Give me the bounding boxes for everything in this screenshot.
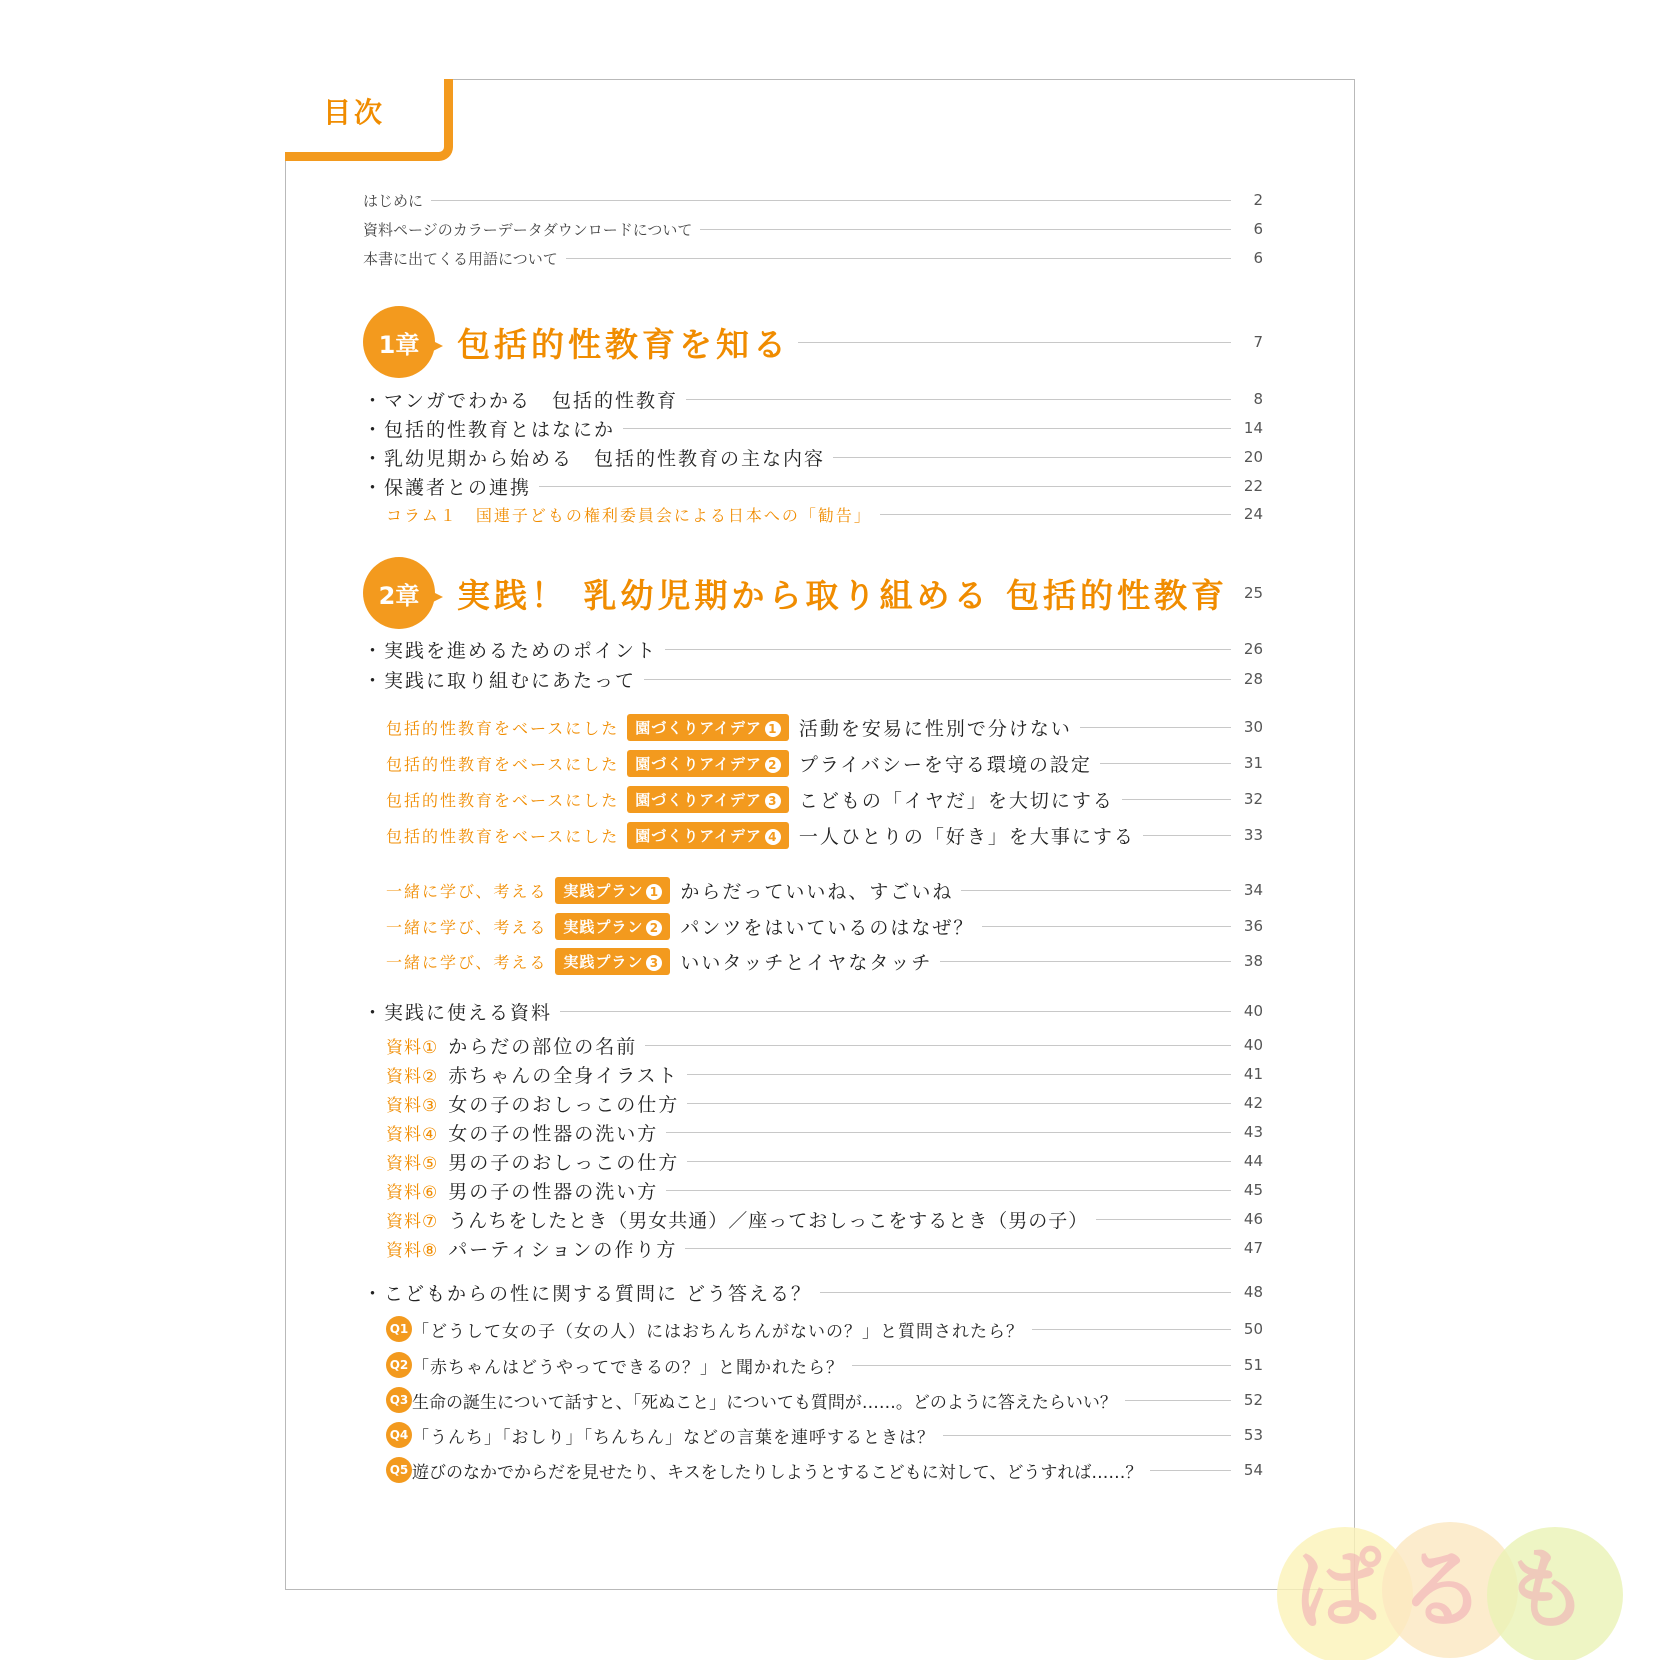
page-number: 33	[1243, 826, 1263, 844]
plan-badge-label: 実践プラン	[563, 881, 644, 900]
leader-line	[1143, 835, 1231, 836]
leader-line	[833, 457, 1231, 458]
plan-prefix: 一緒に学び、考える	[386, 881, 548, 901]
material-tag: 資料④	[386, 1124, 439, 1145]
page-number: 45	[1243, 1181, 1263, 1199]
leader-line	[644, 679, 1231, 680]
idea-number: 1	[765, 721, 781, 737]
page-number: 52	[1243, 1391, 1263, 1409]
page-number: 28	[1243, 670, 1263, 688]
toc-row-material[interactable]	[386, 1090, 1263, 1116]
page-number: 31	[1243, 754, 1263, 772]
toc-row-material[interactable]	[386, 1032, 1263, 1058]
idea-badge	[627, 822, 789, 849]
material-tag: 資料②	[386, 1066, 439, 1087]
chapter2-title: 実践！ 乳幼児期から取り組める 包括的性教育	[457, 575, 1228, 615]
toc-row-material[interactable]	[386, 1177, 1263, 1203]
watermark-logo	[1270, 1510, 1630, 1660]
toc-page	[285, 79, 1355, 1590]
leader-line	[1096, 1219, 1231, 1220]
toc-label: ・マンガでわかる 包括的性教育	[363, 389, 679, 412]
idea-prefix: 包括的性教育をベースにした	[386, 754, 620, 774]
toc-label: からだっていいね、すごいね	[680, 880, 954, 903]
toc-row-materials[interactable]	[363, 998, 1263, 1024]
question-badge: Q4	[386, 1422, 412, 1448]
leader-line	[665, 649, 1231, 650]
leader-line	[645, 1045, 1231, 1046]
leader-line	[686, 399, 1231, 400]
page-number: 7	[1253, 333, 1263, 351]
toc-label: 女の子のおしっこの仕方	[448, 1093, 680, 1116]
toc-title-tab	[285, 79, 453, 161]
toc-row-question[interactable]	[386, 1385, 1263, 1415]
toc-row-idea[interactable]	[386, 784, 1263, 814]
page-number: 47	[1243, 1239, 1263, 1257]
leader-line	[1080, 727, 1231, 728]
toc-row[interactable]	[363, 636, 1263, 662]
toc-label: ・実践を進めるためのポイント	[363, 639, 658, 662]
idea-prefix: 包括的性教育をベースにした	[386, 790, 620, 810]
leader-line	[666, 1132, 1231, 1133]
plan-number: 2	[646, 920, 662, 936]
toc-row-terms[interactable]	[363, 247, 1263, 269]
page-number: 38	[1243, 952, 1263, 970]
page-number: 2	[1253, 191, 1263, 209]
question-badge: Q5	[386, 1457, 412, 1483]
toc-label: ・実践に使える資料	[363, 1001, 553, 1024]
page-number: 50	[1243, 1320, 1263, 1338]
toc-row[interactable]	[363, 473, 1263, 499]
toc-row-idea[interactable]	[386, 712, 1263, 742]
leader-line	[539, 486, 1231, 487]
toc-title: 目次	[323, 96, 386, 129]
toc-label: 本書に出てくる用語について	[363, 249, 558, 268]
chapter1-heading[interactable]	[363, 305, 1263, 379]
leader-line	[687, 1161, 1231, 1162]
page-number: 43	[1243, 1123, 1263, 1141]
material-tag: 資料⑦	[386, 1211, 439, 1232]
page-number: 6	[1253, 220, 1263, 238]
page-number: 8	[1253, 390, 1263, 408]
toc-label: 活動を安易に性別で分けない	[798, 717, 1072, 740]
idea-badge-label: 園づくりアイデア	[635, 826, 762, 845]
leader-line	[666, 1190, 1231, 1191]
leader-line	[961, 890, 1231, 891]
plan-badge-label: 実践プラン	[563, 917, 644, 936]
toc-row-idea[interactable]	[386, 820, 1263, 850]
toc-row-download[interactable]	[363, 218, 1263, 240]
leader-line	[700, 229, 1231, 230]
page-number: 24	[1243, 505, 1263, 523]
toc-row-material[interactable]	[386, 1235, 1263, 1261]
toc-label: 女の子の性器の洗い方	[448, 1122, 659, 1145]
page-number: 20	[1243, 448, 1263, 466]
plan-number: 3	[646, 955, 662, 971]
toc-label: ・こどもからの性に関する質問に どう答える？	[363, 1282, 813, 1305]
toc-row[interactable]	[363, 386, 1263, 412]
toc-label: うんちをしたとき（男女共通）／座っておしっこをするとき（男の子）	[448, 1209, 1089, 1232]
idea-number: 3	[765, 793, 781, 809]
chapter2-badge: 2章	[363, 557, 435, 629]
idea-badge-label: 園づくりアイデア	[635, 718, 762, 737]
page-number: 32	[1243, 790, 1263, 808]
page-number: 34	[1243, 881, 1263, 899]
toc-label: 資料ページのカラーデータダウンロードについて	[363, 220, 693, 239]
page-number: 25	[1243, 584, 1264, 602]
plan-badge	[555, 948, 670, 975]
toc-label: はじめに	[363, 191, 424, 210]
idea-badge	[627, 714, 789, 741]
leader-line	[623, 428, 1231, 429]
toc-label: 男の子の性器の洗い方	[448, 1180, 659, 1203]
material-tag: 資料③	[386, 1095, 439, 1116]
idea-prefix: 包括的性教育をベースにした	[386, 826, 620, 846]
page-number: 40	[1243, 1002, 1263, 1020]
chapter1-badge: 1章	[363, 306, 435, 378]
leader-line	[1150, 1470, 1231, 1471]
toc-label: ・実践に取り組むにあたって	[363, 669, 637, 692]
toc-label: パンツをはいているのはなぜ？	[680, 916, 975, 939]
page-number: 14	[1243, 419, 1263, 437]
toc-label: 「赤ちゃんはどうやってできるの？」と聞かれたら？	[412, 1357, 844, 1378]
page-number: 30	[1243, 718, 1263, 736]
material-tag: 資料⑧	[386, 1240, 439, 1261]
toc-label: 生命の誕生について話すと、「死ぬこと」についても質問が……。どのように答えたらいい？	[412, 1392, 1117, 1413]
toc-row-material[interactable]	[386, 1148, 1263, 1174]
leader-line	[687, 1103, 1231, 1104]
plan-badge-label: 実践プラン	[563, 952, 644, 971]
leader-line	[1122, 799, 1231, 800]
material-tag: 資料⑤	[386, 1153, 439, 1174]
chapter1-title: 包括的性教育を知る	[457, 324, 790, 364]
toc-row-idea[interactable]	[386, 748, 1263, 778]
idea-badge-label: 園づくりアイデア	[635, 754, 762, 773]
watermark-text: ぱるも	[1293, 1538, 1607, 1641]
toc-label: 遊びのなかでからだを見せたり、キスをしたりしようとするこどもに対して、どうすれば……？	[412, 1462, 1143, 1483]
toc-label: 男の子のおしっこの仕方	[448, 1151, 680, 1174]
page-number: 36	[1243, 917, 1263, 935]
question-badge: Q2	[386, 1352, 412, 1378]
toc-row-material[interactable]	[386, 1061, 1263, 1087]
page-number: 53	[1243, 1426, 1263, 1444]
toc-label: ・保護者との連携	[363, 476, 532, 499]
idea-number: 4	[765, 829, 781, 845]
toc-row[interactable]	[363, 666, 1263, 692]
leader-line	[685, 1248, 1231, 1249]
page-number: 44	[1243, 1152, 1263, 1170]
idea-number: 2	[765, 757, 781, 773]
page-number: 22	[1243, 477, 1263, 495]
leader-line	[431, 200, 1231, 201]
page-number: 40	[1243, 1036, 1263, 1054]
question-badge: Q1	[386, 1316, 412, 1342]
toc-label: こどもの「イヤだ」を大切にする	[798, 789, 1114, 812]
toc-label: いいタッチとイヤなタッチ	[680, 951, 933, 974]
chapter2-heading[interactable]	[363, 556, 1263, 630]
toc-row[interactable]	[363, 415, 1263, 441]
toc-row-plan[interactable]	[386, 875, 1263, 905]
plan-badge	[555, 913, 670, 940]
leader-line	[560, 1011, 1231, 1012]
toc-label: からだの部位の名前	[448, 1035, 638, 1058]
toc-label: 「どうして女の子（女の人）にはおちんちんがないの？」と質問されたら？	[412, 1321, 1024, 1342]
leader-line	[820, 1292, 1231, 1293]
toc-label: 赤ちゃんの全身イラスト	[448, 1064, 679, 1087]
page-number: 26	[1243, 640, 1263, 658]
toc-row-intro[interactable]	[363, 189, 1263, 211]
plan-prefix: 一緒に学び、考える	[386, 952, 548, 972]
leader-line	[1100, 763, 1231, 764]
leader-line	[940, 961, 1231, 962]
plan-number: 1	[646, 884, 662, 900]
toc-label: ・包括的性教育とはなにか	[363, 418, 616, 441]
idea-prefix: 包括的性教育をベースにした	[386, 718, 620, 738]
material-tag: 資料①	[386, 1037, 439, 1058]
material-tag: 資料⑥	[386, 1182, 439, 1203]
toc-row-column[interactable]	[386, 502, 1263, 526]
toc-row[interactable]	[363, 444, 1263, 470]
toc-row-plan[interactable]	[386, 911, 1263, 941]
toc-label: 「うんち」「おしり」「ちんちん」などの言葉を連呼するときは？	[412, 1427, 935, 1448]
leader-line	[566, 258, 1231, 259]
leader-line	[798, 342, 1231, 343]
toc-row-question[interactable]	[386, 1455, 1263, 1485]
plan-badge	[555, 877, 670, 904]
toc-label: パーティションの作り方	[448, 1238, 678, 1261]
leader-line	[1125, 1400, 1231, 1401]
idea-badge	[627, 750, 789, 777]
plan-prefix: 一緒に学び、考える	[386, 917, 548, 937]
toc-row-questions[interactable]	[363, 1279, 1263, 1305]
toc-row-question[interactable]	[386, 1314, 1263, 1344]
page-number: 6	[1253, 249, 1263, 267]
toc-row-plan[interactable]	[386, 946, 1263, 976]
toc-row-material[interactable]	[386, 1119, 1263, 1145]
idea-badge-label: 園づくりアイデア	[635, 790, 762, 809]
question-badge: Q3	[386, 1387, 412, 1413]
leader-line	[852, 1365, 1231, 1366]
leader-line	[1032, 1329, 1231, 1330]
page-number: 54	[1243, 1461, 1263, 1479]
leader-line	[943, 1435, 1231, 1436]
toc-row-question[interactable]	[386, 1420, 1263, 1450]
toc-label: 一人ひとりの「好き」を大事にする	[798, 825, 1135, 848]
page-number: 41	[1243, 1065, 1263, 1083]
toc-label: プライバシーを守る環境の設定	[798, 753, 1092, 776]
toc-label: ・乳幼児期から始める 包括的性教育の主な内容	[363, 447, 826, 470]
leader-line	[880, 514, 1231, 515]
page-number: 48	[1243, 1283, 1263, 1301]
idea-badge	[627, 786, 789, 813]
column-label: コラム１ 国連子どもの権利委員会による日本への「勧告」	[386, 505, 872, 525]
toc-row-material[interactable]	[386, 1206, 1263, 1232]
leader-line	[687, 1074, 1231, 1075]
toc-row-question[interactable]	[386, 1350, 1263, 1380]
leader-line	[982, 926, 1231, 927]
page-number: 46	[1243, 1210, 1263, 1228]
page-number: 51	[1243, 1356, 1263, 1374]
page-number: 42	[1243, 1094, 1263, 1112]
